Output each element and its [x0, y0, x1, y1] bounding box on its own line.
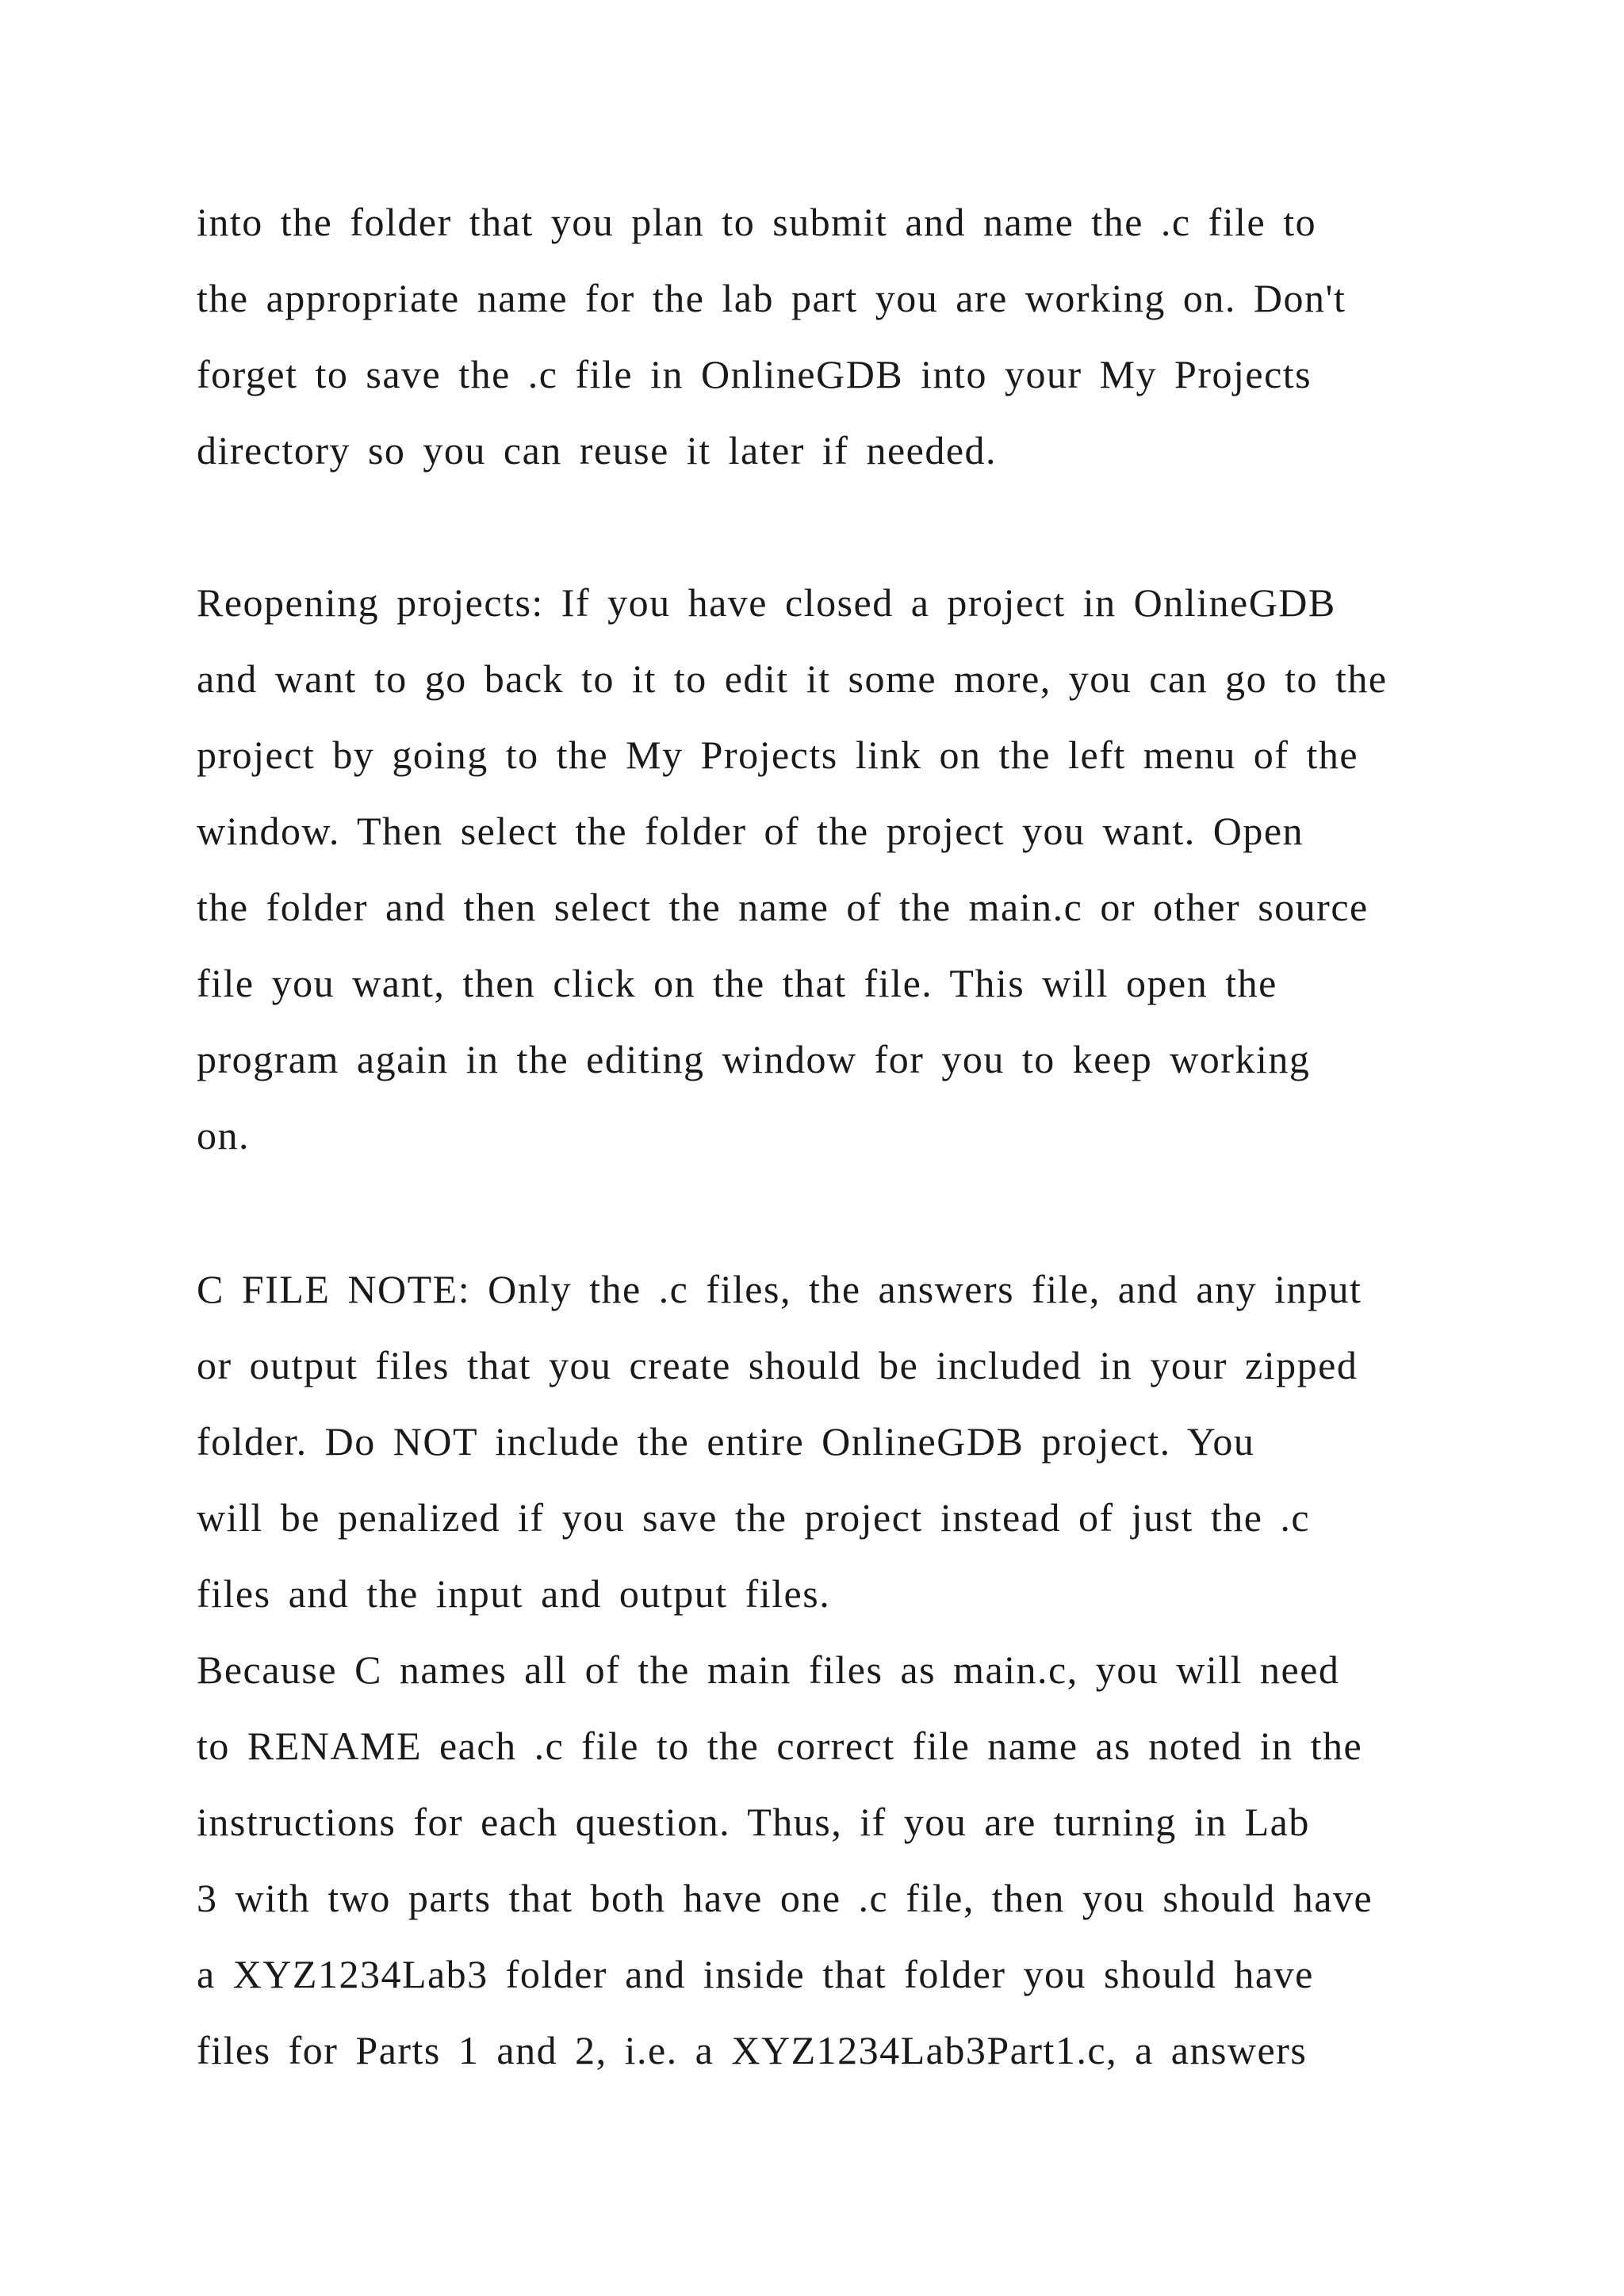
- text-line: C FILE NOTE: Only the .c files, the answers file, and any input: [197, 1267, 1362, 1311]
- text-line: program again in the editing window for you to keep working: [197, 1037, 1311, 1081]
- text-line: project by going to the My Projects link on the left menu of the: [197, 733, 1359, 777]
- text-line: 3 with two parts that both have one .c file, then you should have: [197, 1876, 1373, 1920]
- text-line: folder. Do NOT include the entire OnlineGDB project. You: [197, 1419, 1255, 1464]
- text-line: will be penalized if you save the project instead of just the .c: [197, 1495, 1311, 1540]
- text-line: Because C names all of the main files as main.c, you will need: [197, 1647, 1340, 1692]
- text-line: file you want, then click on the that file. This will open the: [197, 961, 1277, 1005]
- text-line: directory so you can reuse it later if needed.: [197, 428, 998, 473]
- text-line: files and the input and output files.: [197, 1571, 831, 1616]
- text-line: a XYZ1234Lab3 folder and inside that folder you should have: [197, 1952, 1314, 1996]
- text-line: files for Parts 1 and 2, i.e. a XYZ1234Lab3Part1.c, a answers: [197, 2028, 1308, 2072]
- text-line: forget to save the .c file in OnlineGDB into your My Projects: [197, 352, 1312, 396]
- text-line: Reopening projects: If you have closed a project in OnlineGDB: [197, 580, 1336, 625]
- text-line: the appropriate name for the lab part you are working on. Don't: [197, 276, 1346, 320]
- text-line: or output files that you create should be included in your zipped: [197, 1343, 1358, 1387]
- text-line: and want to go back to it to edit it some more, you can go to the: [197, 656, 1388, 701]
- text-line: into the folder that you plan to submit and name the .c file to: [197, 200, 1317, 244]
- text-line: window. Then select the folder of the project you want. Open: [197, 809, 1304, 853]
- text-line: on.: [197, 1113, 250, 1158]
- text-line: instructions for each question. Thus, if you are turning in Lab: [197, 1800, 1310, 1844]
- text-line: the folder and then select the name of the main.c or other source: [197, 885, 1369, 929]
- text-line: to RENAME each .c file to the correct file name as noted in the: [197, 1724, 1363, 1768]
